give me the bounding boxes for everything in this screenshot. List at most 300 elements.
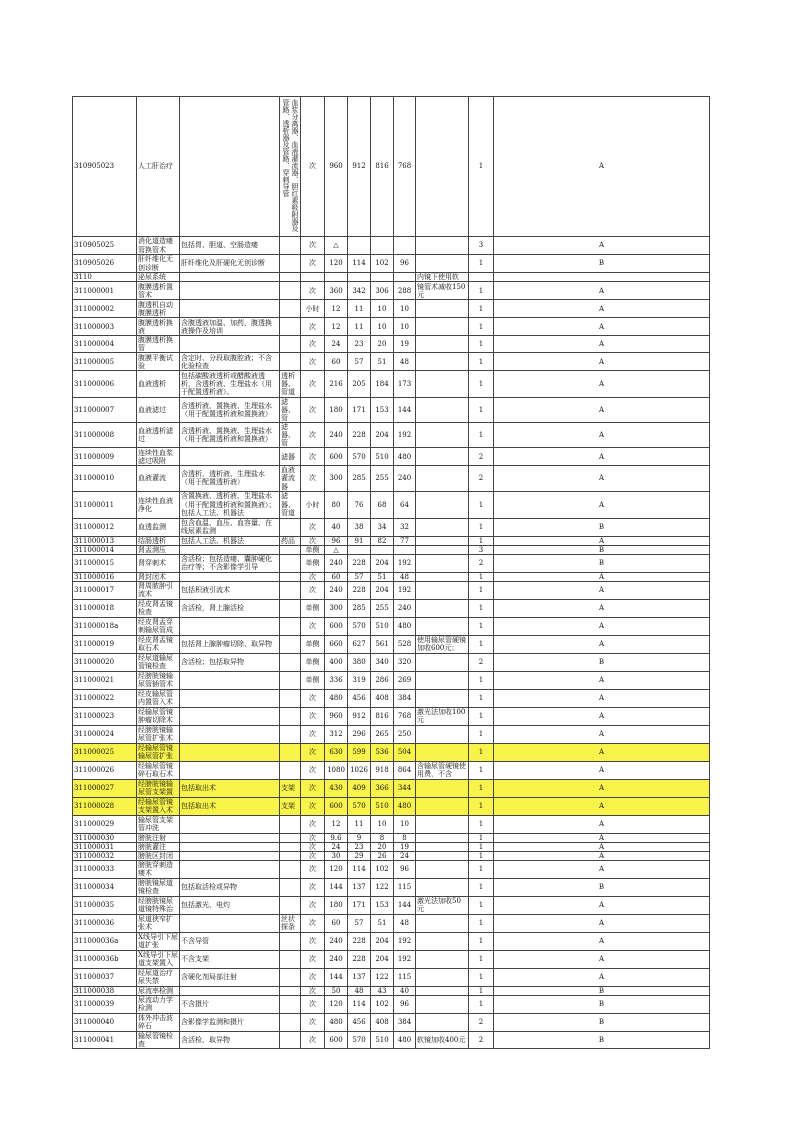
item-note <box>416 914 469 932</box>
excluded-items <box>280 860 301 878</box>
excluded-items <box>280 653 301 671</box>
item-code: 311000006 <box>73 371 137 398</box>
billing-unit: 次 <box>301 995 325 1013</box>
item-code: 310905026 <box>73 255 137 273</box>
item-name: 膀胱穿刺造瘘术 <box>137 860 180 878</box>
price-level-3: 918 <box>371 761 394 779</box>
price-level-3: 184 <box>371 371 394 398</box>
price-level-1: 360 <box>325 282 348 300</box>
price-level-3: 408 <box>371 689 394 707</box>
item-note: 内镜下使用软 <box>416 273 469 282</box>
item-class: 3 <box>469 545 494 554</box>
price-level-3: 10 <box>371 300 394 318</box>
item-code: 311000033 <box>73 860 137 878</box>
billing-unit: 单侧 <box>301 653 325 671</box>
item-class: 1 <box>469 797 494 815</box>
item-note <box>416 466 469 491</box>
item-class: 1 <box>469 336 494 353</box>
item-grade: A <box>494 851 710 860</box>
item-class: 1 <box>469 689 494 707</box>
price-level-1: 600 <box>325 617 348 635</box>
price-level-1: 300 <box>325 466 348 491</box>
price-level-2: 29 <box>348 851 371 860</box>
table-row <box>73 282 710 300</box>
table-row <box>73 779 710 797</box>
table-row <box>73 932 710 950</box>
price-level-2: 205 <box>348 371 371 398</box>
billing-unit: 次 <box>301 1013 325 1031</box>
excluded-items: 滤器 <box>280 448 301 466</box>
excluded-items <box>280 761 301 779</box>
table-row <box>73 743 710 761</box>
price-level-1: 1080 <box>325 761 348 779</box>
item-grade: A <box>494 491 710 518</box>
item-name: 经输尿管镜支架置入术 <box>137 797 180 815</box>
item-name: 输尿管镜检查 <box>137 1031 180 1048</box>
price-level-1: 400 <box>325 653 348 671</box>
price-level-4: 48 <box>394 914 416 932</box>
item-content <box>180 448 280 466</box>
price-level-4: 144 <box>394 896 416 914</box>
item-grade: A <box>494 842 710 851</box>
price-level-1: 336 <box>325 671 348 689</box>
price-level-4: 10 <box>394 815 416 833</box>
price-level-2: 380 <box>348 653 371 671</box>
price-level-4: 864 <box>394 761 416 779</box>
excluded-items: 血液灌流器 <box>280 466 301 491</box>
item-content <box>180 914 280 932</box>
item-class <box>469 273 494 282</box>
price-level-4: 115 <box>394 968 416 986</box>
item-code: 311000024 <box>73 725 137 743</box>
billing-unit: 次 <box>301 581 325 599</box>
price-level-1: 660 <box>325 635 348 653</box>
price-level-4 <box>394 273 416 282</box>
price-level-3 <box>371 273 394 282</box>
item-grade: A <box>494 371 710 398</box>
billing-unit: 次 <box>301 797 325 815</box>
excluded-items <box>280 878 301 896</box>
billing-unit: 单侧 <box>301 554 325 572</box>
price-level-2: 11 <box>348 300 371 318</box>
item-code: 311000013 <box>73 536 137 545</box>
billing-unit: 次 <box>301 371 325 398</box>
price-level-3: 122 <box>371 968 394 986</box>
excluded-items <box>280 896 301 914</box>
item-code: 311000026 <box>73 761 137 779</box>
item-content <box>180 815 280 833</box>
item-name: 经皮输尿管内置管入术 <box>137 689 180 707</box>
price-level-4: 24 <box>394 851 416 860</box>
item-grade: A <box>494 797 710 815</box>
item-note <box>416 237 469 255</box>
excluded-items <box>280 518 301 536</box>
price-level-2: 11 <box>348 318 371 336</box>
price-level-4: 250 <box>394 725 416 743</box>
price-level-3: 102 <box>371 860 394 878</box>
price-level-4: 480 <box>394 1031 416 1048</box>
excluded-items <box>280 318 301 336</box>
item-grade: A <box>494 617 710 635</box>
item-code: 311000007 <box>73 398 137 423</box>
item-content: 包括取活检或异物 <box>180 878 280 896</box>
item-name: 经皮肾盂镜检查 <box>137 599 180 617</box>
price-level-4: 96 <box>394 255 416 273</box>
item-content: 肝纤维化及肝硬化无创诊断 <box>180 255 280 273</box>
item-grade: A <box>494 779 710 797</box>
item-grade: A <box>494 423 710 448</box>
excluded-items: 支架 <box>280 779 301 797</box>
item-class: 1 <box>469 599 494 617</box>
price-level-4: 504 <box>394 743 416 761</box>
item-class: 1 <box>469 833 494 842</box>
price-level-3: 68 <box>371 491 394 518</box>
item-note: 镜管术减收150元 <box>416 282 469 300</box>
excluded-items <box>280 554 301 572</box>
table-row <box>73 518 710 536</box>
item-code: 311000029 <box>73 815 137 833</box>
item-code: 311000037 <box>73 968 137 986</box>
item-code: 311000040 <box>73 1013 137 1031</box>
item-grade: A <box>494 707 710 725</box>
item-grade: A <box>494 336 710 353</box>
item-content: 含腹透液加温、加药，腹透换液操作及培训 <box>180 318 280 336</box>
price-level-3: 8 <box>371 833 394 842</box>
price-level-3: 816 <box>371 707 394 725</box>
billing-unit: 次 <box>301 1031 325 1048</box>
excluded-items <box>280 743 301 761</box>
price-level-1: 216 <box>325 371 348 398</box>
item-note <box>416 581 469 599</box>
excluded-items <box>280 282 301 300</box>
table-row <box>73 423 710 448</box>
billing-unit: 次 <box>301 950 325 968</box>
item-grade: A <box>494 635 710 653</box>
item-content <box>180 986 280 995</box>
excluded-items <box>280 336 301 353</box>
price-level-1: 60 <box>325 914 348 932</box>
table-row <box>73 842 710 851</box>
billing-unit: 次 <box>301 689 325 707</box>
excluded-items <box>280 581 301 599</box>
item-note <box>416 97 469 237</box>
item-note <box>416 423 469 448</box>
price-level-2: 137 <box>348 878 371 896</box>
table-row <box>73 97 710 237</box>
item-class: 1 <box>469 914 494 932</box>
table-row <box>73 371 710 398</box>
item-code: 311000009 <box>73 448 137 466</box>
price-level-2: 342 <box>348 282 371 300</box>
item-note <box>416 1013 469 1031</box>
price-level-1: 960 <box>325 707 348 725</box>
item-note <box>416 398 469 423</box>
price-level-1: △ <box>325 545 348 554</box>
item-name: X线导引下尿道支架置入 <box>138 951 178 968</box>
item-grade: B <box>494 545 710 554</box>
price-level-4: 144 <box>394 398 416 423</box>
price-level-3: 51 <box>371 914 394 932</box>
excluded-items <box>280 968 301 986</box>
item-name: 膀胱区封闭 <box>137 851 180 860</box>
excluded-items <box>280 689 301 707</box>
table-row <box>73 491 710 518</box>
excluded-items <box>280 353 301 371</box>
price-level-2 <box>348 273 371 282</box>
price-level-1: 180 <box>325 896 348 914</box>
billing-unit: 次 <box>301 707 325 725</box>
item-code: 311000018 <box>73 599 137 617</box>
billing-unit: 次 <box>301 237 325 255</box>
item-class: 1 <box>469 725 494 743</box>
item-class: 1 <box>469 97 494 237</box>
price-level-2: 1026 <box>348 761 371 779</box>
excluded-items <box>280 725 301 743</box>
table-row <box>73 581 710 599</box>
item-note <box>416 572 469 581</box>
price-level-2: 114 <box>348 860 371 878</box>
price-level-4: 19 <box>394 336 416 353</box>
item-name: 膀胱镜尿道镜检查 <box>137 878 180 896</box>
table-row <box>73 896 710 914</box>
item-grade: B <box>494 554 710 572</box>
price-level-2: 570 <box>348 797 371 815</box>
price-level-4: 288 <box>394 282 416 300</box>
price-level-3: 816 <box>371 97 394 237</box>
item-name: 连续性血浆滤过吸附 <box>137 448 180 466</box>
price-level-2: 627 <box>348 635 371 653</box>
item-note: 激光法加收100元 <box>416 707 469 725</box>
price-level-4: 480 <box>394 617 416 635</box>
price-level-1: 12 <box>325 300 348 318</box>
price-level-1: 24 <box>325 842 348 851</box>
item-grade: A <box>494 599 710 617</box>
price-level-1: 120 <box>325 255 348 273</box>
price-level-2: 570 <box>348 1031 371 1048</box>
price-level-3: 286 <box>371 671 394 689</box>
price-level-2: 456 <box>348 1013 371 1031</box>
item-content <box>180 851 280 860</box>
item-content: 含置换液、透析液、生理盐水（用于配置透析液和置换液）；包括人工法、机器法 <box>180 491 280 518</box>
table-row <box>73 353 710 371</box>
item-name: 经输尿管镜肿瘤切除术 <box>137 707 180 725</box>
table-row <box>73 536 710 545</box>
price-level-3: 408 <box>371 1013 394 1031</box>
excluded-items <box>280 300 301 318</box>
price-level-1: 960 <box>325 97 348 237</box>
item-name: 体外冲击波碎石 <box>137 1013 180 1031</box>
billing-unit: 次 <box>301 282 325 300</box>
item-name: 血液透析滤过 <box>137 423 180 448</box>
price-level-2 <box>348 237 371 255</box>
price-level-1: 144 <box>325 878 348 896</box>
item-content: 包括肾上腺肿瘤切除、取异物 <box>180 635 280 653</box>
item-class: 1 <box>469 255 494 273</box>
price-level-4: 192 <box>394 423 416 448</box>
price-level-2: 285 <box>348 599 371 617</box>
item-content: 含活检、取异物 <box>180 1031 280 1048</box>
table-row <box>73 860 710 878</box>
price-level-4: 768 <box>394 707 416 725</box>
price-level-1: 600 <box>325 448 348 466</box>
item-name: 肾封闭术 <box>137 572 180 581</box>
item-grade: A <box>494 398 710 423</box>
item-grade: A <box>494 237 710 255</box>
price-level-1: 300 <box>325 599 348 617</box>
item-note: 软镜加收400元 <box>416 1031 469 1048</box>
price-level-1: 30 <box>325 851 348 860</box>
table-row <box>73 300 710 318</box>
excluded-items: 滤器、管 <box>280 423 301 448</box>
item-code: 311000018a <box>73 617 137 635</box>
billing-unit: 次 <box>301 398 325 423</box>
price-level-1: 240 <box>325 554 348 572</box>
billing-unit: 次 <box>301 860 325 878</box>
item-content: 包括碳酸液透析或醋酸液透析，含透析液、生理盐水（用于配置透析液）。 <box>180 371 280 398</box>
excluded-items: 药品 <box>280 536 301 545</box>
price-level-1: 144 <box>325 968 348 986</box>
price-level-4: 10 <box>394 300 416 318</box>
price-level-1: 240 <box>325 950 348 968</box>
billing-unit: 次 <box>301 878 325 896</box>
item-name: 连续性血液净化 <box>137 491 180 518</box>
item-grade: A <box>494 860 710 878</box>
price-level-4: 528 <box>394 635 416 653</box>
price-level-1: 60 <box>325 353 348 371</box>
item-note <box>416 968 469 986</box>
price-level-1: 60 <box>325 572 348 581</box>
billing-unit: 次 <box>301 423 325 448</box>
item-class: 2 <box>469 554 494 572</box>
item-note <box>416 599 469 617</box>
item-name: 经输尿管镜碎石取石术 <box>137 761 180 779</box>
item-content: 不含导管 <box>180 932 280 950</box>
price-level-1: △ <box>325 237 348 255</box>
price-level-2: 570 <box>348 448 371 466</box>
item-grade: B <box>494 653 710 671</box>
item-class: 1 <box>469 707 494 725</box>
price-level-1: 12 <box>325 815 348 833</box>
item-grade: A <box>494 97 710 237</box>
item-code: 311000023 <box>73 707 137 725</box>
item-name: 结肠透析 <box>137 536 180 545</box>
price-level-4: 384 <box>394 689 416 707</box>
table-row <box>73 761 710 779</box>
excluded-items <box>280 572 301 581</box>
item-content: 含活检；包括造瘘、囊肿硬化治疗等；不含影像学引导 <box>180 554 280 572</box>
item-class: 1 <box>469 318 494 336</box>
billing-unit: 小时 <box>301 300 325 318</box>
item-class: 1 <box>469 860 494 878</box>
item-content <box>180 761 280 779</box>
billing-unit: 次 <box>301 536 325 545</box>
price-level-3: 122 <box>371 878 394 896</box>
price-level-3: 20 <box>371 842 394 851</box>
price-level-3: 26 <box>371 851 394 860</box>
price-level-3: 510 <box>371 797 394 815</box>
item-name: 泌尿系统 <box>137 273 180 282</box>
table-row <box>73 635 710 653</box>
item-name: 肾穿刺术 <box>137 554 180 572</box>
price-level-4: 240 <box>394 599 416 617</box>
excluded-items <box>280 932 301 950</box>
item-code: 311000002 <box>73 300 137 318</box>
item-note <box>416 536 469 545</box>
excluded-items <box>280 842 301 851</box>
price-level-2: 228 <box>348 581 371 599</box>
item-content: 包括胃、胆道、空肠造瘘 <box>180 237 280 255</box>
item-content: 含透析、透析液、生理盐水（用于配置透析液） <box>180 466 280 491</box>
excluded-items <box>280 635 301 653</box>
excluded-items <box>280 599 301 617</box>
price-level-1: 240 <box>325 581 348 599</box>
price-level-4: 77 <box>394 536 416 545</box>
item-note <box>416 617 469 635</box>
item-name: 经尿道治疗尿失禁 <box>137 968 180 986</box>
item-class: 1 <box>469 842 494 851</box>
item-name: 肾周脓肿引流术 <box>137 581 180 599</box>
price-level-3: 10 <box>371 318 394 336</box>
item-code: 311000041 <box>73 1031 137 1048</box>
table-row <box>73 950 710 968</box>
item-name: 肝纤维化无创诊断 <box>137 255 180 273</box>
item-content: 含透析液、置换液、生理盐水（用于配置透析液和置换液） <box>180 398 280 423</box>
price-level-4: 8 <box>394 833 416 842</box>
item-content: 含硬化剂局部注射 <box>180 968 280 986</box>
item-note <box>416 842 469 851</box>
item-content <box>180 282 280 300</box>
item-class: 1 <box>469 536 494 545</box>
price-level-1: 120 <box>325 995 348 1013</box>
item-grade: A <box>494 671 710 689</box>
item-class: 2 <box>469 1013 494 1031</box>
excluded-items <box>280 255 301 273</box>
table-row <box>73 237 710 255</box>
price-level-2 <box>348 545 371 554</box>
item-note <box>416 448 469 466</box>
item-note: 含输尿管硬镜使用费，不含 <box>416 761 469 779</box>
item-name: 经膀胱镜输尿管支架置 <box>137 779 180 797</box>
item-note <box>416 554 469 572</box>
item-code: 311000036 <box>73 914 137 932</box>
price-level-2: 57 <box>348 353 371 371</box>
item-name: 经皮肾盂穿刺输尿管成 <box>137 617 180 635</box>
item-content <box>180 97 280 237</box>
price-level-2: 912 <box>348 707 371 725</box>
item-grade: B <box>494 518 710 536</box>
item-name: 经膀胱镜输尿管插管术 <box>137 671 180 689</box>
billing-unit: 次 <box>301 968 325 986</box>
price-level-2: 57 <box>348 572 371 581</box>
price-level-3: 102 <box>371 255 394 273</box>
price-level-3: 204 <box>371 932 394 950</box>
item-code: 311000015 <box>73 554 137 572</box>
price-level-2: 228 <box>348 932 371 950</box>
item-note <box>416 950 469 968</box>
item-content: 不含摄片 <box>180 995 280 1013</box>
item-grade: B <box>494 1013 710 1031</box>
price-level-3: 510 <box>371 448 394 466</box>
price-level-2: 228 <box>348 950 371 968</box>
price-level-1: 430 <box>325 779 348 797</box>
table-row <box>73 725 710 743</box>
item-code: 311000003 <box>73 318 137 336</box>
price-level-1: 240 <box>325 932 348 950</box>
price-level-3: 153 <box>371 398 394 423</box>
item-content <box>180 336 280 353</box>
price-level-4: 344 <box>394 779 416 797</box>
item-name: 经膀胱镜尿道镜特殊治 <box>137 896 180 914</box>
